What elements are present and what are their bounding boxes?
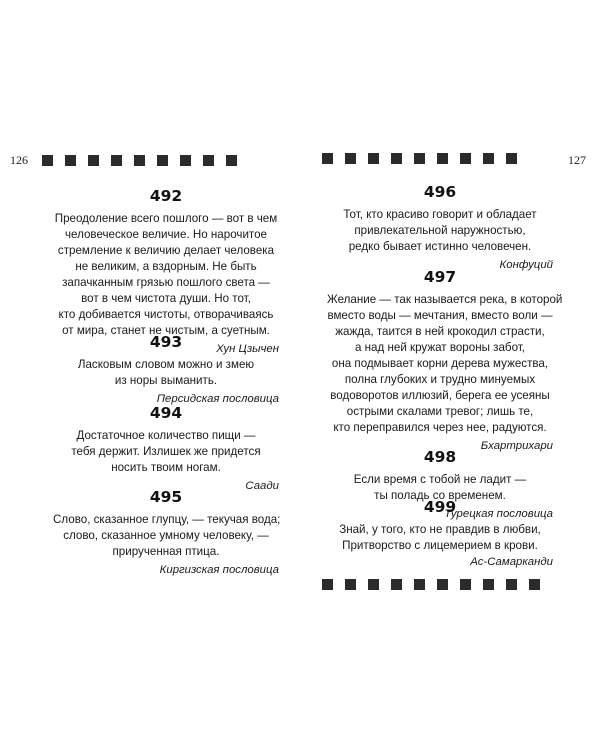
quote-line: ты поладь со временем. (374, 489, 506, 502)
quote-line: Желание — так называется река, в которой (327, 293, 563, 306)
quote-entry (327, 498, 553, 570)
quote-line: Слово, сказанное глупцу, — текучая вода; (53, 513, 281, 526)
square-ornament (483, 153, 494, 164)
square-ornament (203, 155, 214, 166)
quote-line: Знай, у того, кто не правдив в любви, (339, 523, 541, 536)
square-ornament (460, 579, 471, 590)
quote-line: кто добивается чистоты, отворачиваясь (58, 308, 274, 321)
square-ornament (414, 579, 425, 590)
quote-text (53, 357, 279, 389)
quote-line: от мира, станет не чистым, а суетным. (62, 324, 270, 337)
quote-line: Притворство с лицемерием в крови. (342, 539, 538, 552)
quote-text (327, 292, 563, 436)
quote-line: из норы выманить. (114, 374, 218, 387)
square-ornament (460, 153, 471, 164)
decorative-square-row (42, 155, 237, 166)
decorative-square-row (322, 579, 540, 590)
square-ornament (437, 153, 448, 164)
quote-author: Ас-Самарканди (470, 556, 553, 568)
decorative-square-row (322, 153, 517, 164)
quote-line: вот в чем чистота души. Но тот, (81, 292, 251, 305)
square-ornament (134, 155, 145, 166)
quote-text (327, 522, 553, 554)
quote-line: носить твоим ногам. (111, 461, 221, 474)
quote-line: Преодоление всего пошлого — вот в чем (54, 212, 278, 225)
quote-line: Если время с тобой не ладит — (353, 473, 527, 486)
square-ornament (529, 579, 540, 590)
quote-entry (327, 268, 563, 454)
quote-author: Турецкая пословица (444, 508, 553, 520)
quote-line: кто переправился через нее, радуются. (333, 421, 547, 434)
square-ornament (157, 155, 168, 166)
square-ornament (506, 153, 517, 164)
square-ornament (391, 153, 402, 164)
quote-line: Тот, кто красиво говорит и обладает (343, 208, 537, 221)
quote-line: слово, сказанное умному человеку, — (63, 529, 269, 542)
quote-line: полна глубоких и трудно минуемых (344, 373, 536, 386)
quote-author: Конфуций (499, 259, 553, 271)
square-ornament (322, 153, 333, 164)
quote-author: Киргизская пословица (159, 564, 279, 576)
square-ornament (322, 579, 333, 590)
square-ornament (483, 579, 494, 590)
quote-line: редко бывает истинно человечен. (348, 240, 532, 253)
quote-number: 495 (149, 488, 183, 506)
quote-line: не великим, а вздорным. Не быть (75, 260, 257, 273)
quote-line: Достаточное количество пищи — (76, 429, 256, 442)
quote-number: 496 (423, 183, 457, 201)
quote-entry (53, 187, 279, 357)
square-ornament (414, 153, 425, 164)
square-ornament (42, 155, 53, 166)
quote-author: Саади (245, 480, 279, 492)
quote-author: Хун Цзычен (216, 343, 279, 355)
quote-author: Бхартрихари (480, 440, 553, 452)
quote-line: жажда, таится в ней крокодил страсти, (335, 325, 545, 338)
quote-line: она подмывает корни дерева мужества, (331, 357, 549, 370)
page-number: 126 (10, 153, 28, 167)
square-ornament (65, 155, 76, 166)
quote-entry (53, 404, 279, 494)
quote-text (53, 211, 279, 339)
quote-line: запачканным грязью пошлого света — (62, 276, 270, 289)
quote-entry (53, 488, 279, 578)
quote-line: человеческое величие. Но нарочитое (64, 228, 267, 241)
quote-text (53, 512, 279, 560)
quote-text (327, 207, 553, 255)
square-ornament (180, 155, 191, 166)
square-ornament (226, 155, 237, 166)
square-ornament (345, 579, 356, 590)
quote-line: водоворотов иллюзий, берега ее усеяны (330, 389, 550, 402)
quote-line: острыми скалами тревог; лишь те, (346, 405, 534, 418)
quote-text (53, 428, 279, 476)
square-ornament (368, 153, 379, 164)
quote-number: 498 (423, 448, 457, 466)
quote-line: привлекательной наружностью, (354, 224, 526, 237)
quote-line: Ласковым словом можно и змею (77, 358, 255, 371)
quote-entry (327, 183, 553, 273)
square-ornament (88, 155, 99, 166)
page-number: 127 (568, 153, 586, 167)
quote-entry (53, 333, 279, 407)
quote-number: 492 (149, 187, 183, 205)
quote-number: 497 (423, 268, 457, 286)
quote-number: 493 (149, 333, 183, 351)
quote-line: вместо воды — мечтания, вместо воли — (327, 309, 553, 322)
square-ornament (111, 155, 122, 166)
quote-number: 494 (149, 404, 183, 422)
square-ornament (437, 579, 448, 590)
quote-author: Персидская пословица (156, 393, 279, 405)
square-ornament (506, 579, 517, 590)
quote-number: 499 (423, 498, 457, 516)
quote-line: тебя держит. Излишек же придется (71, 445, 261, 458)
quote-line: прирученная птица. (112, 545, 220, 558)
right-page (300, 0, 600, 750)
square-ornament (391, 579, 402, 590)
square-ornament (345, 153, 356, 164)
square-ornament (368, 579, 379, 590)
quote-line: а над ней кружат вороны забот, (354, 341, 526, 354)
quote-line: стремление к величию делает человека (57, 244, 275, 257)
